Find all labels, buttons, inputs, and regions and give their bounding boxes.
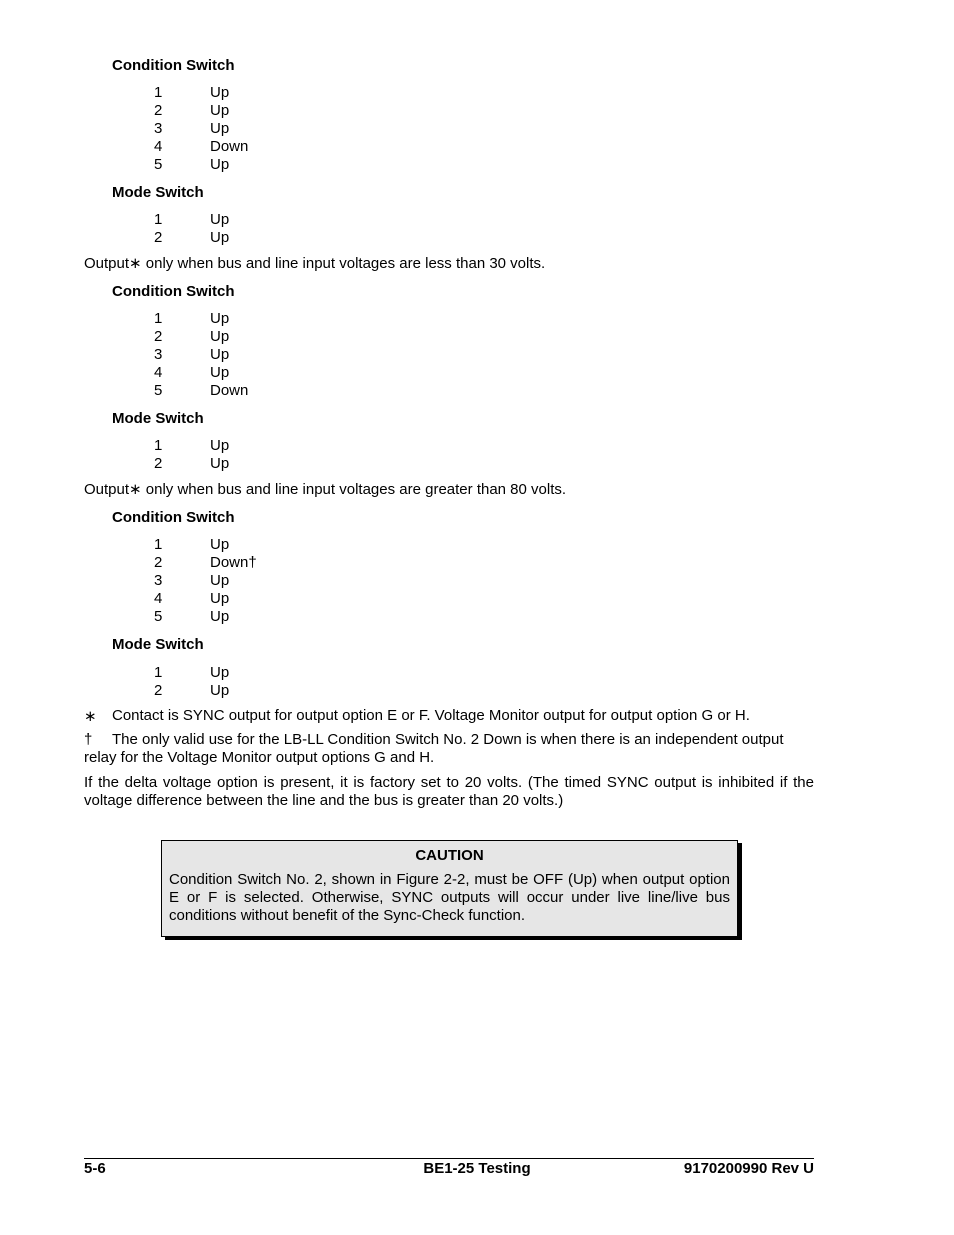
switch-position: Up (210, 310, 230, 327)
switch-position: Up (210, 229, 230, 246)
switch-number: 2 (154, 102, 163, 119)
footer-page-number: 5-6 (84, 1160, 106, 1177)
switch-number: 3 (154, 120, 163, 137)
switch-number: 2 (154, 682, 163, 699)
switch-number: 4 (154, 138, 163, 155)
switch-position: Up (210, 156, 230, 173)
switch-position: Up (210, 608, 230, 625)
condition-switch-heading: Condition Switch (112, 57, 235, 74)
switch-position: Up (210, 572, 230, 589)
switch-position: Up (210, 120, 230, 137)
switch-position: Up (210, 84, 230, 101)
switch-number: 1 (154, 437, 163, 454)
switch-number: 1 (154, 664, 163, 681)
switch-number: 2 (154, 554, 163, 571)
switch-number: 4 (154, 590, 163, 607)
output-condition-text: Output∗ only when bus and line input voltages are less than 30 volts. (84, 255, 546, 272)
caution-text: Condition Switch No. 2, shown in Figure 2-2, must be OFF (Up) when output option E or F is selected. Otherwise, SYNC outputs will occur under live line/live bus conditions without benefit of the Sync-Check function. (169, 871, 730, 924)
switch-number: 5 (154, 608, 163, 625)
switch-position: Up (210, 536, 230, 553)
switch-number: 2 (154, 229, 163, 246)
dagger-footnote-continuation: relay for the Voltage Monitor output options G and H. (84, 749, 435, 766)
footer-title: BE1-25 Testing (423, 1160, 531, 1177)
switch-number: 1 (154, 211, 163, 228)
switch-number: 3 (154, 346, 163, 363)
switch-position: Down† (210, 554, 257, 571)
switch-position: Up (210, 211, 230, 228)
switch-position: Down (210, 138, 249, 155)
footer-rule (84, 1158, 814, 1159)
switch-position: Up (210, 455, 230, 472)
mode-switch-heading: Mode Switch (112, 636, 204, 653)
switch-position: Down (210, 382, 249, 399)
delta-voltage-paragraph: If the delta voltage option is present, it is factory set to 20 volts. (The timed SYNC output is inhibited if the voltage difference between the line and the bus is greater than 20 volts.) (84, 774, 814, 809)
switch-position: Up (210, 590, 230, 607)
output-condition-text: Output∗ only when bus and line input voltages are greater than 80 volts. (84, 481, 567, 498)
switch-number: 2 (154, 455, 163, 472)
switch-number: 2 (154, 328, 163, 345)
switch-number: 1 (154, 536, 163, 553)
switch-number: 3 (154, 572, 163, 589)
switch-position: Up (210, 682, 230, 699)
caution-title: CAUTION (415, 847, 484, 864)
dagger-footnote-mark: † (84, 731, 93, 748)
switch-position: Up (210, 664, 230, 681)
asterisk-footnote-text: Contact is SYNC output for output option E or F. Voltage Monitor output for output option G or H. (112, 707, 750, 724)
switch-position: Up (210, 328, 230, 345)
switch-position: Up (210, 364, 230, 381)
switch-number: 1 (154, 84, 163, 101)
condition-switch-heading: Condition Switch (112, 509, 235, 526)
caution-box (161, 840, 738, 937)
condition-switch-heading: Condition Switch (112, 283, 235, 300)
switch-number: 5 (154, 382, 163, 399)
switch-number: 5 (154, 156, 163, 173)
dagger-footnote-text: The only valid use for the LB-LL Condition Switch No. 2 Down is when there is an independent output (112, 731, 784, 748)
switch-position: Up (210, 346, 230, 363)
mode-switch-heading: Mode Switch (112, 410, 204, 427)
switch-number: 1 (154, 310, 163, 327)
switch-number: 4 (154, 364, 163, 381)
switch-position: Up (210, 437, 230, 454)
switch-position: Up (210, 102, 230, 119)
mode-switch-heading: Mode Switch (112, 184, 204, 201)
footer-doc-number: 9170200990 Rev U (683, 1160, 814, 1177)
asterisk-footnote-mark: ∗ (84, 708, 97, 725)
